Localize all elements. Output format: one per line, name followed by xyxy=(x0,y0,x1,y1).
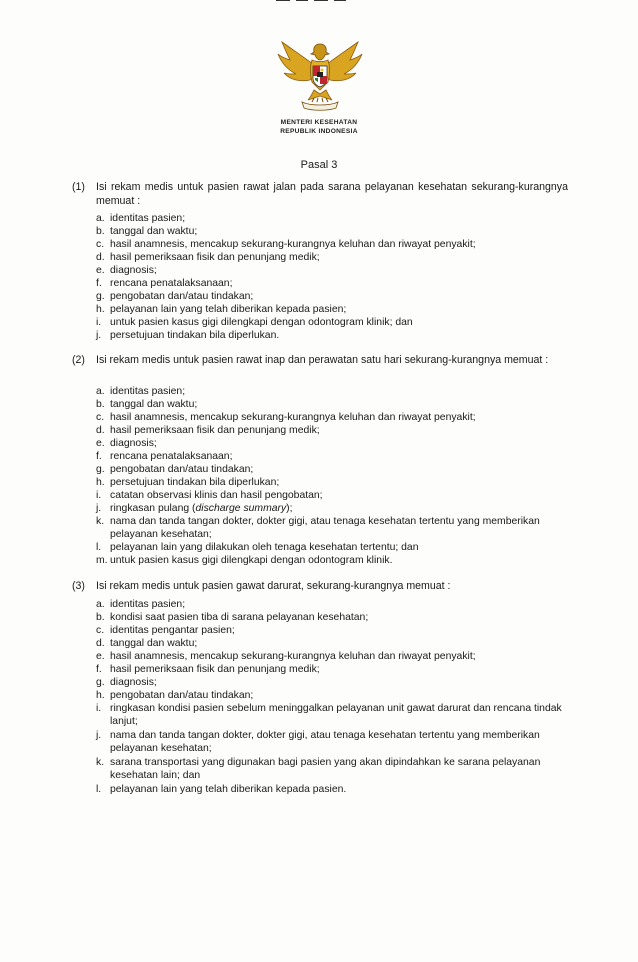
list-marker: i. xyxy=(96,490,102,501)
list-item-text: nama dan tanda tangan dokter, dokter gigi, atau tenaga kesehatan tertentu yang memberikan pelayanan kesehatan; xyxy=(110,730,540,755)
list-item-text: sarana transportasi yang digunakan bagi pasien yang akan dipindahkan ke sarana pelayanan kesehatan lain; dan xyxy=(110,757,541,782)
list-item xyxy=(96,650,570,663)
list-item xyxy=(96,385,570,398)
list-item xyxy=(96,515,570,541)
list-marker: c. xyxy=(96,239,105,250)
list-marker: e. xyxy=(96,265,105,276)
ministry-title: MENTERI KESEHATAN xyxy=(280,119,358,126)
list-item-text: hasil anamnesis, mencakup sekurang-kurangnya keluhan dan riwayat penyakit; xyxy=(110,651,476,662)
list-marker: a. xyxy=(96,213,105,224)
list-marker: f. xyxy=(96,278,102,289)
list-item xyxy=(96,329,570,342)
list-item-text: diagnosis; xyxy=(110,265,157,276)
list-item-text: identitas pasien; xyxy=(110,213,186,224)
ministry-subtitle: REPUBLIK INDONESIA xyxy=(280,128,358,135)
list-item-text: rencana penatalaksanaan; xyxy=(110,278,233,289)
list-item xyxy=(96,676,570,689)
list-marker: g. xyxy=(96,291,105,302)
list-marker: c. xyxy=(96,412,105,423)
list-marker: a. xyxy=(96,599,105,610)
list-item-text: untuk pasien kasus gigi dilengkapi dengan odontogram klinik; dan xyxy=(110,317,413,328)
list-marker: d. xyxy=(96,638,105,649)
list-item-text: diagnosis; xyxy=(110,677,157,688)
list-marker: f. xyxy=(96,664,102,675)
italic-term: discharge summary xyxy=(195,503,287,514)
list-item xyxy=(96,637,570,650)
list-item xyxy=(96,437,570,450)
list-item xyxy=(96,424,570,437)
list-item-text: pelayanan lain yang dilakukan oleh tenaga kesehatan tertentu; dan xyxy=(110,542,419,553)
list-item xyxy=(96,398,570,411)
list-item xyxy=(96,598,570,611)
list-item-text: hasil pemeriksaan fisik dan penunjang medik; xyxy=(110,252,320,263)
list-item-text: nama dan tanda tangan dokter, dokter gigi, atau tenaga kesehatan tertentu yang memberikan pelayanan kesehatan; xyxy=(110,516,540,541)
list-item-text: pelayanan lain yang telah diberikan kepada pasien. xyxy=(110,784,347,795)
list-item xyxy=(96,238,570,251)
list-item xyxy=(96,783,570,796)
list-item xyxy=(96,290,570,303)
list-marker: i. xyxy=(96,703,102,714)
article-title: Pasal 3 xyxy=(300,159,338,171)
list-item-text: hasil pemeriksaan fisik dan penunjang medik; xyxy=(110,425,320,436)
list-item xyxy=(96,554,570,567)
list-item-text: tanggal dan waktu; xyxy=(110,638,198,649)
list-item xyxy=(96,251,570,264)
list-item xyxy=(96,489,570,502)
list-item xyxy=(96,611,570,624)
section-1-heading xyxy=(72,181,568,208)
list-marker: j. xyxy=(96,730,102,741)
list-item-text: identitas pengantar pasien; xyxy=(110,625,235,636)
list-item-text: kondisi saat pasien tiba di sarana pelayanan kesehatan; xyxy=(110,612,369,623)
section-intro: Isi rekam medis untuk pasien gawat darurat, sekurang-kurangnya memuat : xyxy=(96,580,451,592)
list-marker: f. xyxy=(96,451,102,462)
list-item xyxy=(96,212,570,225)
list-item xyxy=(96,264,570,277)
list-marker: b. xyxy=(96,612,105,623)
section-number: (3) xyxy=(72,580,85,592)
list-item-text: persetujuan tindakan bila diperlukan; xyxy=(110,477,280,488)
list-item-text: pengobatan dan/atau tindakan; xyxy=(110,291,254,302)
list-item xyxy=(96,225,570,238)
list-marker: b. xyxy=(96,399,105,410)
list-item-text: hasil anamnesis, mencakup sekurang-kurangnya keluhan dan riwayat penyakit; xyxy=(110,239,476,250)
list-item xyxy=(96,756,570,782)
list-marker: e. xyxy=(96,438,105,449)
list-marker: l. xyxy=(96,542,102,553)
list-item-text: hasil anamnesis, mencakup sekurang-kurangnya keluhan dan riwayat penyakit; xyxy=(110,412,476,423)
list-item-text: persetujuan tindakan bila diperlukan. xyxy=(110,330,280,341)
list-item-text: hasil pemeriksaan fisik dan penunjang medik; xyxy=(110,664,320,675)
section-intro: Isi rekam medis untuk pasien rawat inap dan perawatan satu hari sekurang-kurangnya memuat : xyxy=(96,354,549,366)
list-marker: d. xyxy=(96,425,105,436)
page-number-fragment xyxy=(270,0,362,8)
list-item-text: rencana penatalaksanaan; xyxy=(110,451,233,462)
list-item-text: ringkasan pulang (discharge summary); xyxy=(110,503,293,514)
list-item xyxy=(96,450,570,463)
list-marker: k. xyxy=(96,757,105,768)
list-marker: b. xyxy=(96,226,105,237)
section-number: (2) xyxy=(72,354,85,366)
list-item xyxy=(96,463,570,476)
list-item-text: tanggal dan waktu; xyxy=(110,399,198,410)
list-item xyxy=(96,729,570,755)
list-marker: a. xyxy=(96,386,105,397)
list-item xyxy=(96,663,570,676)
list-item-text: pelayanan lain yang telah diberikan kepada pasien; xyxy=(110,304,347,315)
list-item-text: untuk pasien kasus gigi dilengkapi dengan odontogram klinik. xyxy=(110,555,393,566)
list-item-text: diagnosis; xyxy=(110,438,157,449)
list-marker: e. xyxy=(96,651,105,662)
list-item xyxy=(96,411,570,424)
list-marker: i. xyxy=(96,317,102,328)
list-item-text: pengobatan dan/atau tindakan; xyxy=(110,690,254,701)
list-item-text: catatan observasi klinis dan hasil pengobatan; xyxy=(110,490,323,501)
list-item xyxy=(96,476,570,489)
list-marker: d. xyxy=(96,252,105,263)
list-marker: g. xyxy=(96,464,105,475)
list-marker: m. xyxy=(96,555,108,566)
list-item-text: identitas pasien; xyxy=(110,599,186,610)
list-marker: c. xyxy=(96,625,105,636)
list-item xyxy=(96,689,570,702)
list-marker: g. xyxy=(96,677,105,688)
list-marker: l. xyxy=(96,784,102,795)
list-marker: j. xyxy=(96,330,102,341)
garuda-pancasila-emblem-icon xyxy=(274,34,366,114)
list-marker: h. xyxy=(96,477,105,488)
list-marker: j. xyxy=(96,503,102,514)
list-marker: h. xyxy=(96,690,105,701)
list-item-text: ringkasan kondisi pasien sebelum meninggalkan pelayanan unit gawat darurat dan rencana tindak lanjut; xyxy=(110,703,562,728)
list-item xyxy=(96,624,570,637)
list-item xyxy=(96,541,570,554)
list-item-text: pengobatan dan/atau tindakan; xyxy=(110,464,254,475)
list-item-text: tanggal dan waktu; xyxy=(110,226,198,237)
section-2-heading xyxy=(72,354,568,368)
list-marker: h. xyxy=(96,304,105,315)
list-item xyxy=(96,303,570,316)
list-item xyxy=(96,702,570,728)
list-marker: k. xyxy=(96,516,105,527)
section-number: (1) xyxy=(72,181,85,193)
list-item-text: identitas pasien; xyxy=(110,386,186,397)
list-item xyxy=(96,277,570,290)
section-intro: Isi rekam medis untuk pasien rawat jalan pada sarana pelayanan kesehatan sekurang-kurangnya memuat : xyxy=(96,181,568,207)
list-item xyxy=(96,502,570,515)
list-item xyxy=(96,316,570,329)
section-3-heading xyxy=(72,580,568,594)
